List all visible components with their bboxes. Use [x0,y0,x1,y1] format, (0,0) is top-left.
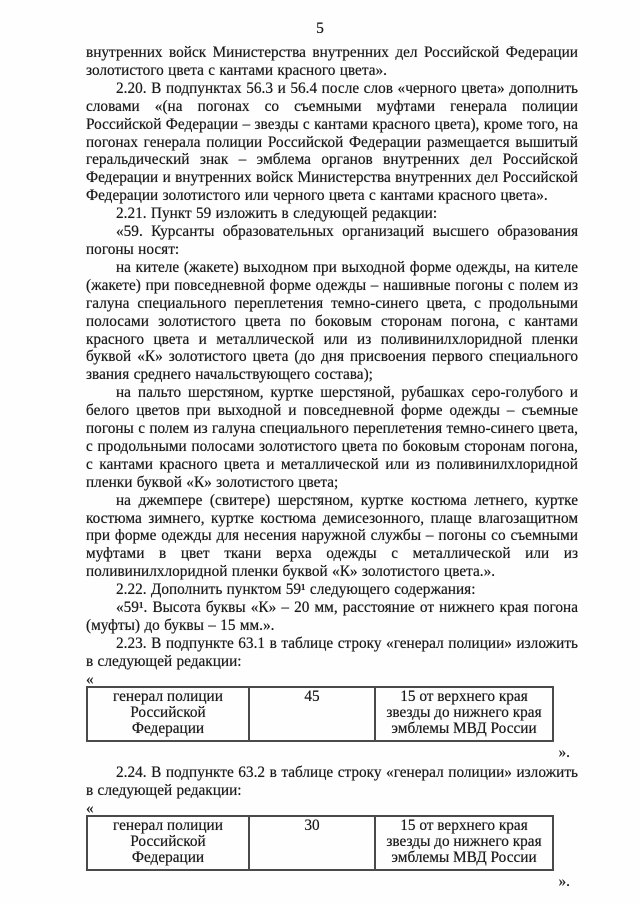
paragraph: «59. Курсанты образовательных организаций высшего образования погоны носят: [86,223,578,258]
paragraph: «59¹. Высота буквы «К» – 20 мм, расстояние от нижнего края погона (муфты) до буквы – 15 мм.». [86,599,578,634]
paragraph: 2.21. Пункт 59 изложить в следующей редакции: [116,205,438,223]
table-cell: генерал полиции Российской Федерации [87,816,249,870]
paragraph: внутренних войск Министерства внутренних дел Российской Федерации золотистого цвета с кантами красного цвета». [86,44,578,79]
paragraph: 2.22. Дополнить пунктом 59¹ следующего содержания: [116,581,476,599]
paragraph: 2.23. В подпункте 63.1 в таблице строку «генерал полиции» изложить в следующей редакции: [86,634,578,670]
table-cell: генерал полиции Российской Федерации [87,687,249,741]
edict-table [86,815,554,871]
paragraph: 2.24. В подпункте 63.2 в таблице строку «генерал полиции» изложить в следующей редакции: [86,763,578,799]
page-number: 5 [316,20,324,37]
document-content [86,44,578,893]
paragraph: 2.20. В подпунктах 56.3 и 56.4 после слов «черного цвета» дополнить словами «(на погонах со съемными муфтами генерала полиции Российской Федерации – звезды с кантами красного цвета), кроме того, на погонах генерала полиции Российской Федерации размещается вышитый геральдический знак – эмблема органов внутренних дел Российской Федерации и внутренних войск Министерства внутренних дел Российской Федерации золотистого или черного цвета с кантами красного цвета». [86,79,578,205]
paragraph: на джемпере (свитере) шерстяном, куртке костюма летнего, куртке костюма зимнего, куртке костюма демисезонного, плаще влагозащитном при форме одежды для несения наружной службы – погоны со съемными муфтами в цвет ткани верха одежды с металлической или из поливинилхлоридной пленки буквой «К» золотистого цвета.». [86,491,578,581]
edict-table [86,686,554,742]
paragraph: на пальто шерстяном, куртке шерстяной, рубашках серо-голубого и белого цветов при выходной и повседневной форме одежды – съемные погоны с полем из галуна специального переплетения темно-синего цвета, с продольными полосами золотистого цвета по боковым сторонам погона, с кантами красного цвета и металлической или из поливинилхлоридной пленки буквой «К» золотистого цвета; [86,384,578,491]
table-row [87,816,553,870]
table-cell: 15 от верхнего края звезды до нижнего края эмблемы МВД России [375,816,553,870]
close-quote-mark: ». [558,743,570,761]
table-row [87,687,553,741]
open-quote-mark: « [86,799,94,817]
paragraph: на кителе (жакете) выходном при выходной форме одежды, на кителе (жакете) при повседневной форме одежды – нашивные погоны с полем из галуна специального переплетения темно-синего цвета, с продольными полосами золотистого цвета по боковым сторонам погона, с кантами красного цвета и металлической или из поливинилхлоридной пленки буквой «К» золотистого цвета (до дня присвоения первого специального звания среднего начальствующего состава); [86,258,578,384]
table-cell: 15 от верхнего края звезды до нижнего края эмблемы МВД России [375,687,553,741]
open-quote-mark: « [86,670,94,688]
close-quote-mark: ». [558,872,570,890]
table-cell: 30 [249,816,375,870]
table-cell: 45 [249,687,375,741]
